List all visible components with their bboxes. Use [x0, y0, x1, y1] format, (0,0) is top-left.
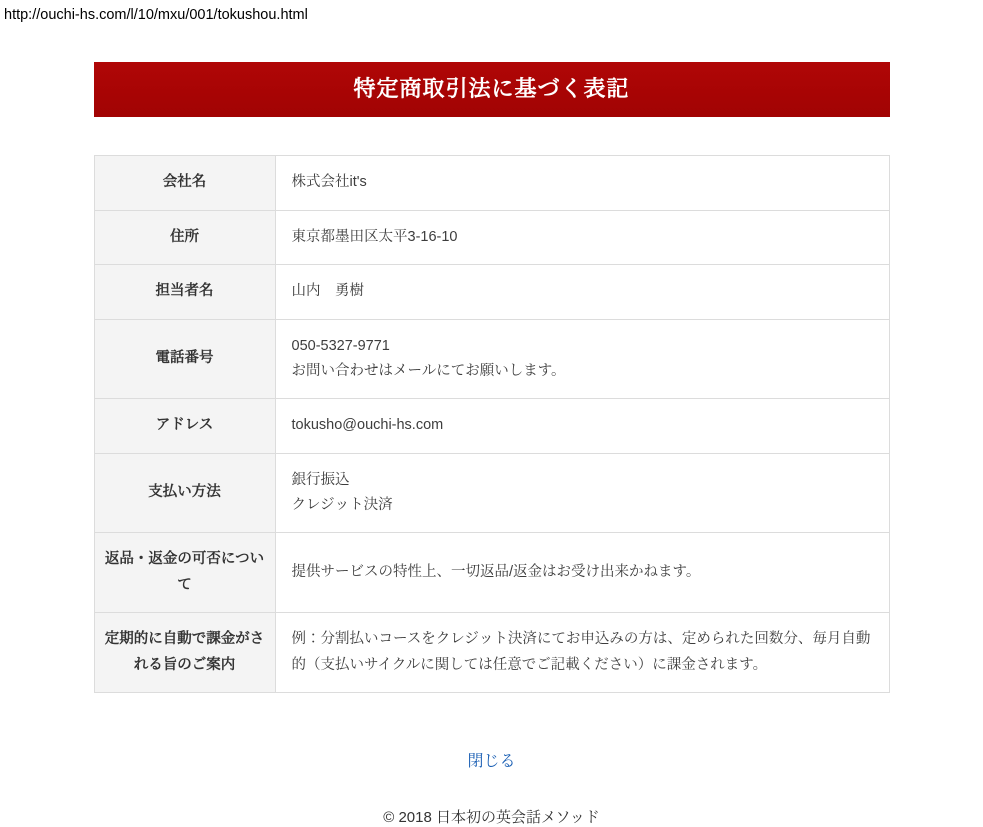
row-value-payment-method: [275, 453, 889, 533]
row-label-address: 住所: [94, 210, 275, 264]
content-container: [94, 27, 890, 827]
legal-info-table: [94, 155, 890, 693]
footer-copyright: © 2018 日本初の英会話メソッド: [383, 808, 600, 826]
value-line: 例：分割払いコースをクレジット決済にてお申込みの方は、定められた回数分、毎月自動的（支払いサイクルに関しては任意でご記載ください）に課金されます。: [291, 631, 871, 673]
table-row: [94, 533, 889, 613]
row-value-contact-person: [275, 265, 889, 319]
row-value-returns-policy: [275, 533, 889, 613]
row-label-contact-person: 担当者名: [94, 265, 275, 319]
row-value-phone: [275, 319, 889, 399]
table-row: [94, 210, 889, 264]
value-line: 050-5327-9771: [291, 337, 390, 354]
page-title: 特定商取引法に基づく表記: [94, 62, 890, 117]
row-label-email: アドレス: [94, 399, 275, 453]
row-value-email: [275, 399, 889, 453]
table-row: [94, 156, 889, 210]
value-line: tokusho@ouchi-hs.com: [291, 417, 444, 434]
value-line: 提供サービスの特性上、一切返品/返金はお受け出来かねます。: [291, 564, 701, 581]
table-row: [94, 613, 889, 693]
value-line: 山内 勇樹: [291, 283, 364, 300]
row-label-returns-policy: 返品・返金の可否について: [94, 533, 275, 613]
value-line: 株式会社it's: [291, 174, 367, 191]
table-row: [94, 399, 889, 453]
table-row: [94, 265, 889, 319]
value-line: クレジット決済: [291, 497, 393, 514]
close-link[interactable]: 閉じる: [467, 752, 516, 770]
row-label-company-name: 会社名: [94, 156, 275, 210]
close-area: [94, 748, 890, 771]
table-row: [94, 453, 889, 533]
row-label-recurring-billing: 定期的に自動で課金がされる旨のご案内: [94, 613, 275, 693]
row-value-address: [275, 210, 889, 264]
value-line: お問い合わせはメールにてお願いします。: [291, 362, 566, 379]
row-label-phone: 電話番号: [94, 319, 275, 399]
value-line: 東京都墨田区太平3-16-10: [291, 228, 458, 245]
row-value-company-name: [275, 156, 889, 210]
page-body: [0, 27, 983, 827]
row-label-payment-method: 支払い方法: [94, 453, 275, 533]
row-value-recurring-billing: [275, 613, 889, 693]
table-row: [94, 319, 889, 399]
value-line: 銀行振込: [291, 471, 350, 488]
browser-url-text: http://ouchi-hs.com/l/10/mxu/001/tokushou.html: [0, 0, 983, 27]
